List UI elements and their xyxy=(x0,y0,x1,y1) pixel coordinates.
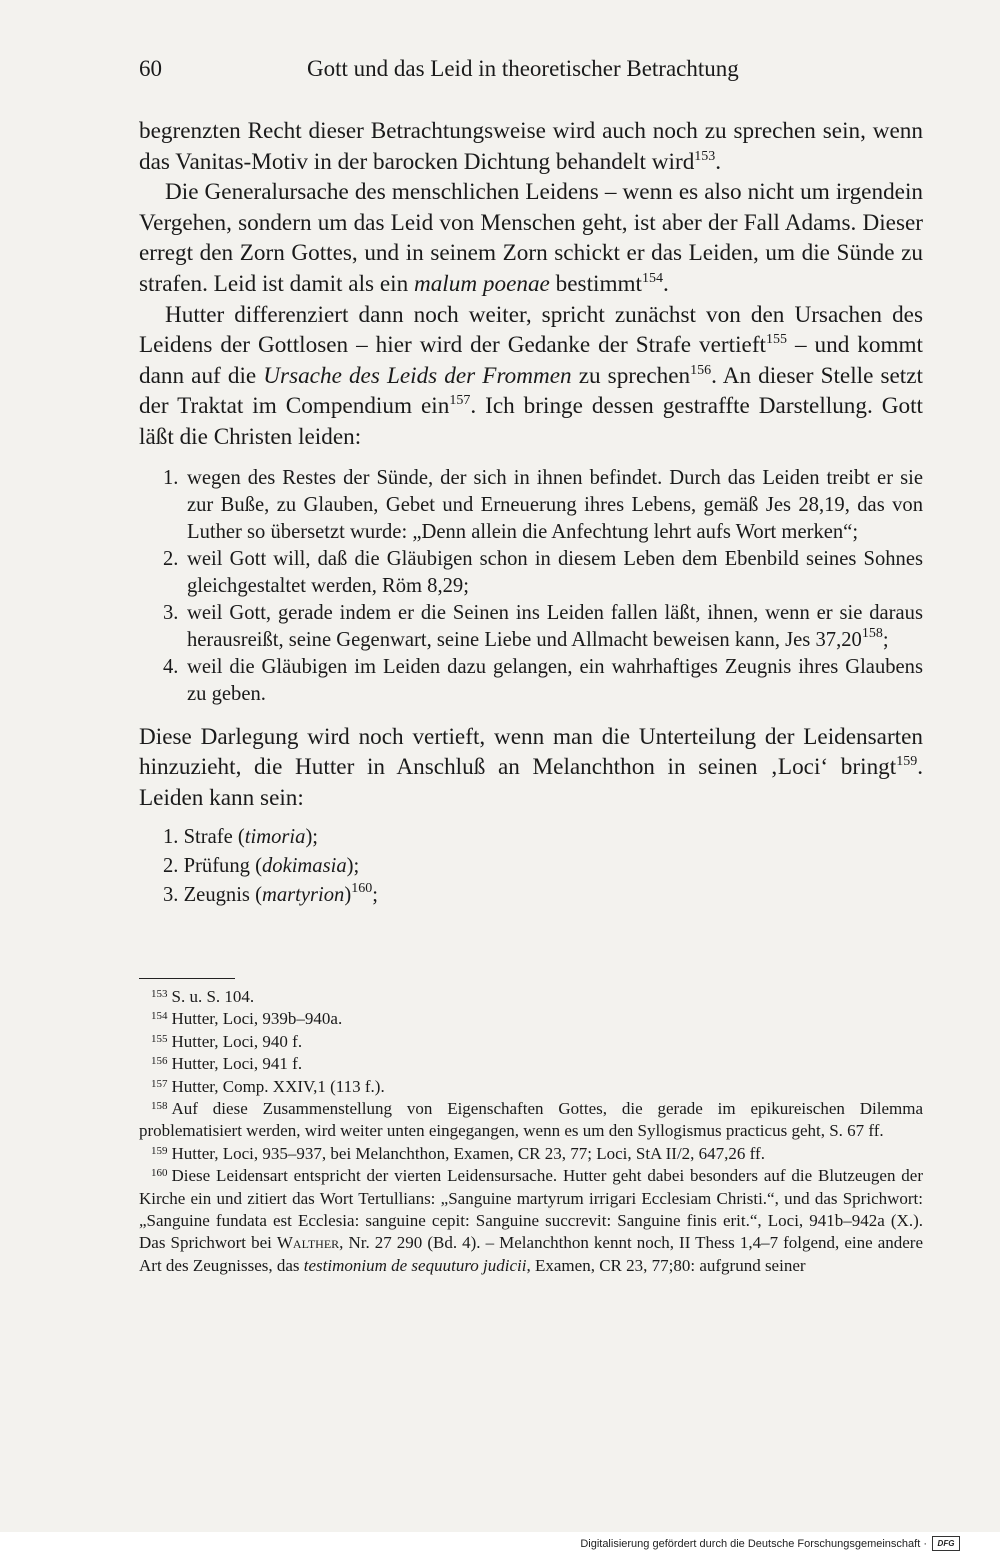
page-header xyxy=(139,56,929,96)
footnote-divider xyxy=(139,978,235,979)
list-item: 2. Prüfung (dokimasia); xyxy=(163,855,360,878)
running-title: Gott und das Leid in theoretischer Betrachtung xyxy=(307,56,739,81)
footnote-ref-155[interactable]: 155 xyxy=(766,332,787,348)
list-item: 4. weil die Gläubigen im Leiden dazu gelangen, ein wahrhaftiges Zeugnis ihres Glaubens zu geben. xyxy=(163,655,923,705)
paragraph-2: Die Generalursache des menschlichen Leidens – wenn es also nicht um irgendein Vergehen, sondern um das Leid von Menschen geht, ist aber der Fall Adams. Dieser erregt den Zorn Gottes, und in seinem Zorn schickt er das Leiden, um die Sünde zu strafen. Leid ist damit als ein malum poenae bestimmt$^{154}$. xyxy=(139,179,923,297)
footnote-154: $^{154}$ Hutter, Loci, 939b–940a. xyxy=(151,1009,343,1029)
footnote-ref-157[interactable]: 157 xyxy=(449,393,471,409)
paragraph-3: Hutter differenziert dann noch weiter, spricht zunächst von den Ursachen des Leidens der Gottlosen – hier wird der Gedanke der Strafe vertieft$^{155}$ – und kommt dann auf die Ursache des Leids der Frommen zu sprechen$^{156}$. An dieser Stelle setzt der Traktat im Compendium ein$^{157}$. Ich bringe dessen gestraffte Darstellung. Gott läßt die Christen leiden: xyxy=(139,301,924,450)
footnote-ref-160[interactable]: 160 xyxy=(351,881,373,897)
footnote-159: $^{159}$ Hutter, Loci, 935–937, bei Melanchthon, Examen, CR 23, 77; Loci, StA II/2, 647,26 ff. xyxy=(151,1143,765,1163)
page-number: 60 xyxy=(139,56,162,81)
list-item: 1. wegen des Restes der Sünde, der sich in ihnen befindet. Durch das Leiden treibt er sie zur Buße, zu Glauben, Gebet und Erneuerung ihres Lebens, gemäß Jes 28,19, das von Luther so übersetzt wurde: „Denn allein die Anfechtung lehrt aufs Wort merken“; xyxy=(163,466,923,543)
footnote-160: $^{160}$ Diese Leidensart entspricht der vierten Leidensursache. Hutter geht dabei besonders auf die Blutzeugen der Kirche ein und zitiert das Wort Tertullians: „Sanguine martyrum irrigari Ecclesiam Christi.“, und das Sprichwort: „Sanguine fundata est Ecclesia: sanguine cepit: Sanguine succrevit: Sanguine finis erit.“, Loci, 941b–942a (X.). Das Sprichwort bei Walther, Nr. 27 290 (Bd. 4). – Melanchthon kennt noch, II Thess 1,4–7 folgend, eine andere Art des Zeugnisses, das testimonium de sequuturo judicii, Examen, CR 23, 77;80: aufgrund seiner xyxy=(139,1166,923,1275)
main-text xyxy=(139,116,923,910)
dfg-logo-icon: DFG xyxy=(932,1536,960,1551)
footnote-153: $^{153}$ S. u. S. 104. xyxy=(151,987,255,1006)
footnote-155: $^{155}$ Hutter, Loci, 940 f. xyxy=(151,1031,303,1051)
footnote-158: $^{158}$ Auf diese Zusammenstellung von Eigenschaften Gottes, die gerade im epikureischen Dilemma problematisiert werden, wird weiter unten eingegangen, wenn es um den Syllogismus practicus geht, S. 67 ff. xyxy=(139,1099,923,1141)
footnote-157: $^{157}$ Hutter, Comp. XXIV,1 (113 f.). xyxy=(151,1076,385,1096)
list-item: 3. weil Gott, gerade indem er die Seinen ins Leiden fallen läßt, ihnen, wenn er sie daraus herausreißt, seine Gegenwart, seine Liebe und Allmacht beweisen kann, Jes 37,20$^{158}$; xyxy=(163,601,923,651)
footnotes xyxy=(139,986,923,1277)
list-item: 1. Strafe (timoria); xyxy=(163,826,319,849)
footnote-ref-159[interactable]: 159 xyxy=(896,754,918,770)
list-item: 3. Zeugnis (martyrion)$^{160}$; xyxy=(163,881,378,907)
list-item: 2. weil Gott will, daß die Gläubigen schon in diesem Leben dem Ebenbild seines Sohnes gleichgestaltet werden, Röm 8,29; xyxy=(163,547,923,597)
paragraph-4: Diese Darlegung wird noch vertieft, wenn man die Unterteilung der Leidensarten hinzuzieht, die Hutter in Anschluß an Melanchthon in seinen ‚Loci‘ bringt$^{159}$. Leiden kann sein: xyxy=(139,723,923,811)
footnote-ref-158[interactable]: 158 xyxy=(861,625,883,641)
paragraph-1: begrenzten Recht dieser Betrachtungsweise wird auch noch zu sprechen sein, wenn das Vanitas-Motiv in der barocken Dichtung behandelt wird$^{153}$. xyxy=(139,118,923,175)
digitization-footer xyxy=(580,1536,960,1551)
footnote-156: $^{156}$ Hutter, Loci, 941 f. xyxy=(151,1054,303,1074)
footnote-ref-154[interactable]: 154 xyxy=(641,270,663,286)
footnote-ref-153[interactable]: 153 xyxy=(694,148,716,164)
reasons-list xyxy=(139,465,923,708)
footer-text: Digitalisierung gefördert durch die Deutsche Forschungsgemeinschaft · xyxy=(580,1537,927,1550)
kinds-list xyxy=(139,823,923,910)
footnote-ref-156[interactable]: 156 xyxy=(690,362,712,378)
